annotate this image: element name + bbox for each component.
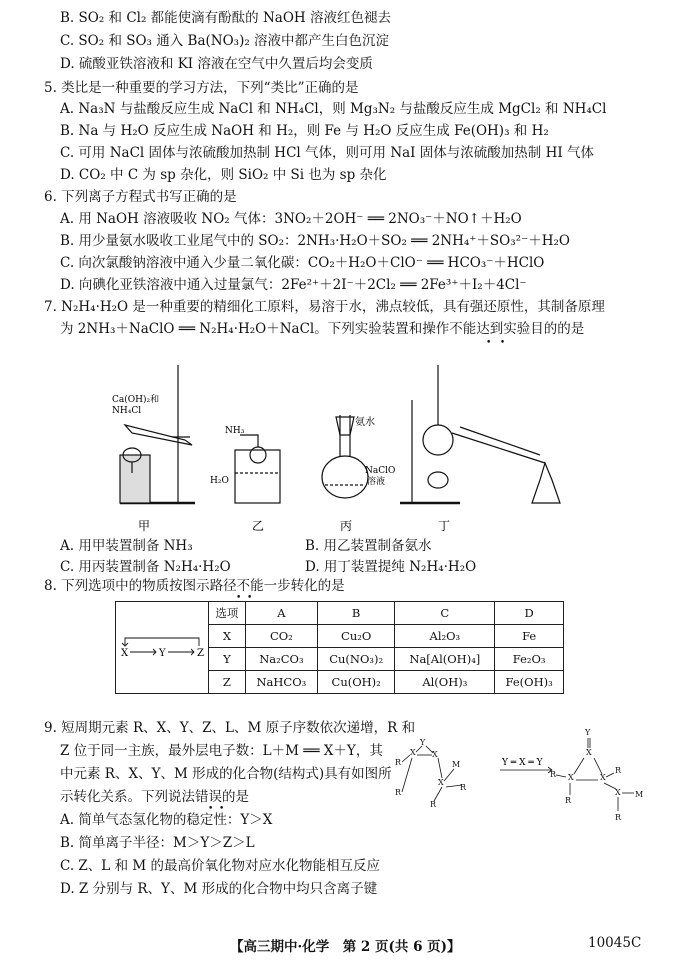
q6-stem: 6. 下列离子方程式书写正确的是: [44, 189, 237, 205]
table-cell: Na₂CO₃: [245, 648, 317, 671]
q6-option-d: D. 向碘化亚铁溶液中通入过量氯气：2Fe²⁺＋2I⁻＋2Cl₂ ══ 2Fe³⁺＋I₂＋4Cl⁻: [60, 277, 527, 293]
q5-option-b: B. Na 与 H₂O 反应生成 NaOH 和 H₂，则 Fe 与 H₂O 反应生成 Fe(OH)₃ 和 H₂: [60, 123, 549, 139]
svg-text:X: X: [615, 788, 621, 797]
label-naclo2: 溶液: [367, 477, 386, 487]
table-cell: NaHCO₃: [245, 671, 317, 694]
table-cell: Al(OH)₃: [395, 671, 495, 694]
q7-option-c: C. 用丙装置制备 N₂H₄·H₂O: [60, 559, 231, 575]
emphasis-dots: • •: [208, 804, 225, 814]
table-header: C: [395, 602, 495, 625]
table-cell: Fe: [495, 625, 564, 648]
table-cell: Cu₂O: [317, 625, 394, 648]
row-label: Y: [209, 648, 246, 671]
svg-text:X: X: [432, 750, 438, 759]
row-label: X: [209, 625, 246, 648]
table-cell: Na[Al(OH)₄]: [395, 648, 495, 671]
table-cell: Al₂O₃: [395, 625, 495, 648]
path-diagram: [119, 622, 205, 670]
table-header: 选项: [209, 602, 246, 625]
table-cell: Fe₂O₃: [495, 648, 564, 671]
q6-option-a: A. 用 NaOH 溶液吸收 NO₂ 气体：3NO₂＋2OH⁻ ══ 2NO₃⁻＋NO↑＋H₂O: [60, 211, 522, 227]
q9-stem-line2: Z 位于同一主族，最外层电子数：L＋M ══ X＋Y，其: [60, 743, 383, 759]
table-cell: CO₂: [245, 625, 317, 648]
svg-text:R: R: [615, 813, 622, 822]
svg-text:R: R: [460, 783, 467, 792]
svg-text:X: X: [438, 778, 444, 787]
emphasis-dots: • •: [236, 593, 253, 603]
table-cell: Cu(OH)₂: [317, 671, 394, 694]
option-b-prev: B. SO₂ 和 Cl₂ 都能使滴有酚酞的 NaOH 溶液红色褪去: [60, 10, 391, 26]
diagram-z: Z: [197, 648, 204, 659]
q9-stem-line1: 9. 短周期元素 R、X、Y、Z、L、M 原子序数依次递增，R 和: [44, 720, 416, 736]
q5-option-c: C. 可用 NaCl 固体与浓硫酸加热制 HCl 气体，则可用 NaI 固体与浓硫酸加热制 HI 气体: [60, 145, 594, 161]
svg-text:Y: Y: [585, 728, 591, 737]
option-d-prev: D. 硫酸亚铁溶液和 KI 溶液在空气中久置后均会变质: [60, 56, 373, 72]
q5-option-a: A. Na₃N 与盐酸反应生成 NaCl 和 NH₄Cl，则 Mg₃N₂ 与盐酸反应生成 MgCl₂ 和 NH₄Cl: [60, 101, 607, 117]
path-diagram-cell: [116, 602, 209, 694]
table-header: D: [495, 602, 564, 625]
structure-diagram: [390, 725, 670, 835]
svg-text:R: R: [550, 770, 557, 779]
paper-code: 10045C: [588, 935, 642, 951]
table-header-row: [116, 602, 564, 625]
label-yi: 乙: [252, 519, 265, 533]
reaction-label: Y ═ X ═ Y: [502, 758, 543, 768]
emphasis-dots: • •: [486, 338, 506, 348]
label-h2o: H₂O: [210, 476, 229, 486]
option-c-prev: C. SO₂ 和 SO₃ 通入 Ba(NO₃)₂ 溶液中都产生白色沉淀: [60, 33, 390, 49]
apparatus-figure: [100, 355, 580, 535]
label-ding: 丁: [438, 519, 451, 533]
diagram-x: X: [121, 648, 129, 659]
label-naclo1: NaClO: [365, 466, 396, 476]
svg-text:R: R: [395, 758, 402, 767]
table-header: B: [317, 602, 394, 625]
q9-option-b: B. 简单离子半径：M＞Y＞Z＞L: [60, 835, 255, 851]
label-reagent2: NH₄Cl: [112, 406, 142, 416]
label-jia: 甲: [138, 519, 151, 533]
label-reagent1: Ca(OH)₂和: [112, 395, 160, 405]
q6-option-b: B. 用少量氨水吸收工业尾气中的 SO₂：2NH₃·H₂O＋SO₂ ══ 2NH₄⁺＋SO₃²⁻＋H₂O: [60, 233, 570, 249]
q8-table: [115, 601, 564, 694]
table-cell: Cu(NO₃)₂: [317, 648, 394, 671]
q9-option-d: D. Z 分别与 R、Y、M 形成的化合物中均只含离子键: [60, 881, 378, 897]
svg-text:R: R: [395, 788, 402, 797]
svg-text:M: M: [635, 790, 644, 799]
label-bing: 丙: [340, 519, 353, 533]
q7-option-d: D. 用丁装置提纯 N₂H₄·H₂O: [305, 559, 477, 575]
q9-stem-line4: 示转化关系。下列说法错误的是: [60, 789, 249, 805]
q9-option-c: C. Z、L 和 M 的最高价氧化物对应水化物能相互反应: [60, 858, 380, 874]
q7-option-a: A. 用甲装置制备 NH₃: [60, 538, 193, 554]
q7-option-b: B. 用乙装置制备氨水: [305, 538, 432, 554]
q6-option-c: C. 向次氯酸钠溶液中通入少量二氧化碳：CO₂＋H₂O＋ClO⁻ ══ HCO₃⁻＋HClO: [60, 255, 545, 271]
label-nh3: NH₃: [225, 426, 245, 436]
svg-text:X: X: [586, 748, 592, 757]
svg-text:R: R: [565, 796, 572, 805]
svg-text:R: R: [430, 800, 437, 809]
label-ammonia: 氨水: [355, 417, 375, 428]
diagram-y: Y: [159, 648, 166, 659]
table-header: A: [245, 602, 317, 625]
svg-text:X: X: [600, 773, 606, 782]
svg-text:Y: Y: [420, 738, 426, 747]
svg-text:X: X: [410, 748, 416, 757]
svg-text:M: M: [452, 760, 461, 769]
table-cell: Fe(OH)₃: [495, 671, 564, 694]
q5-option-d: D. CO₂ 中 C 为 sp 杂化，则 SiO₂ 中 Si 也为 sp 杂化: [60, 167, 387, 183]
q7-stem-line2: 为 2NH₃＋NaClO ══ N₂H₄·H₂O＋NaCl。下列实验装置和操作不能达到实验目的的是: [60, 321, 585, 337]
page-footer: 【高三期中·化学 第 2 页(共 6 页)】: [230, 939, 461, 955]
row-label: Z: [209, 671, 246, 694]
svg-text:X: X: [568, 773, 574, 782]
svg-text:R: R: [615, 766, 622, 775]
q5-stem: 5. 类比是一种重要的学习方法，下列“类比”正确的是: [44, 80, 359, 96]
q9-option-a: A. 简单气态氢化物的稳定性：Y＞X: [60, 812, 273, 828]
q8-stem: 8. 下列选项中的物质按图示路径不能一步转化的是: [44, 578, 345, 594]
q9-stem-line3: 中元素 R、X、Y、M 形成的化合物(结构式)具有如图所: [60, 766, 392, 782]
q7-stem-line1: 7. N₂H₄·H₂O 是一种重要的精细化工原料，易溶于水，沸点较低，具有强还原性，其制备原理: [44, 299, 605, 315]
